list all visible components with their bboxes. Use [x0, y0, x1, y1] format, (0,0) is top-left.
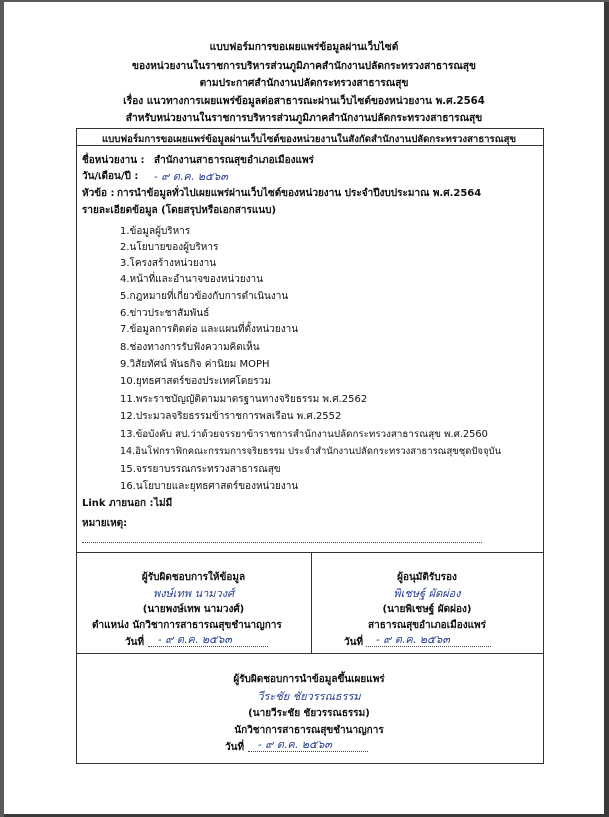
approver-signature: พิเชษฐ์ ผัดผ่อง — [393, 587, 461, 600]
form-title: แบบฟอร์มการขอเผยแพร่ข้อมูลผ่านเว็บไซต์ของหน่วยงานในสังกัดสำนักงานปลัดกระทรวงสาธารณสุข — [101, 134, 517, 145]
date-handwritten: - ๙ ต.ค. ๒๕๖๓ — [154, 170, 228, 183]
publisher-divider — [76, 653, 543, 654]
approver-date-label: วันที่ — [344, 637, 364, 648]
topic-label: หัวข้อ : — [82, 188, 115, 199]
date-label: วัน/เดือน/ปี : — [82, 171, 139, 182]
details-label: รายละเอียดข้อมูล (โดยสรุปหรือเอกสารแนบ) — [82, 205, 277, 216]
list-item: 9.วิสัยทัศน์ พันธกิจ ค่านิยม MOPH — [120, 359, 270, 370]
publisher-date-handwritten: - ๙ ต.ค. ๒๕๖๓ — [258, 738, 332, 751]
header-line-3: ตามประกาศสำนักงานปลัดกระทรวงสาธารณสุข — [199, 78, 409, 89]
header-line-1: แบบฟอร์มการขอเผยแพร่ข้อมูลผ่านเว็บไซต์ — [209, 42, 399, 53]
list-item: 7.ข้อมูลการติดต่อ และแผนที่ตั้งหน่วยงาน — [120, 324, 299, 335]
page-shadow-right — [604, 2, 609, 817]
list-item: 6.ข่าวประชาสัมพันธ์ — [120, 308, 210, 319]
agency-value: สำนักงานสาธารณสุขอำเภอเมืองแพร่ — [154, 155, 314, 166]
approver-date-handwritten: - ๙ ต.ค. ๒๕๖๓ — [376, 633, 450, 646]
list-item: 12.ประมวลจริยธรรมข้าราชการพลเรือน พ.ศ.2552 — [120, 411, 342, 422]
agency-label: ชื่อหน่วยงาน : — [82, 155, 145, 166]
header-line-5: สำหรับหน่วยงานในราชการบริหารส่วนภูมิภาคสำนักงานปลัดกระทรวงสาธารณสุข — [125, 113, 483, 124]
list-item: 15.จรรยาบรรณกระทรวงสาธารณสุข — [120, 464, 281, 475]
provider-name: (นายพงษ์เทพ นามวงศ์) — [142, 604, 245, 615]
publisher-signature: วีระชัย ชัยวรรณธรรม — [257, 690, 361, 703]
approver-name: (นายพิเชษฐ์ ผัดผ่อง) — [382, 604, 472, 615]
provider-signature: พงษ์เทพ นามวงศ์ — [152, 587, 235, 600]
publisher-position: นักวิชาการสาธารณสุขชำนาญการ — [234, 725, 384, 736]
list-item: 13.ข้อบังคับ สป.ว่าด้วยจรรยาข้าราชการสำนักงานปลัดกระทรวงสาธารณสุข พ.ศ.2560 — [120, 429, 488, 440]
link-label: Link ภายนอก : — [82, 498, 154, 509]
list-item: 8.ช่องทางการรับฟังความคิดเห็น — [120, 342, 260, 353]
header-line-2: ของหน่วยงานในราชการบริหารส่วนภูมิภาคสำนักงานปลัดกระทรวงสาธารณสุข — [132, 61, 476, 72]
list-item: 16.นโยบายและยุทธศาสตร์ของหน่วยงาน — [120, 481, 299, 492]
list-item: 4.หน้าที่และอำนาจของหน่วยงาน — [120, 274, 264, 285]
list-item: 1.ข้อมูลผู้บริหาร — [120, 226, 191, 237]
title-divider — [76, 145, 543, 146]
provider-position: ตำแหน่ง นักวิชาการสาธารณสุขชำนาญการ — [92, 620, 282, 631]
note-dotted-line — [82, 542, 482, 543]
document-page — [4, 2, 604, 814]
link-value: ไม่มี — [154, 498, 173, 509]
signature-divider — [76, 552, 543, 553]
list-item: 14.อินโฟกราฟิกคณะกรรมการจริยธรรม ประจำสำนักงานปลัดกระทรวงสาธารณสุขชุดปัจจุบัน — [120, 446, 502, 457]
approver-position: สาธารณสุขอำเภอเมืองแพร่ — [368, 620, 486, 631]
list-item: 2.นโยบายของผู้บริหาร — [120, 242, 219, 253]
publisher-date-label: วันที่ — [225, 742, 245, 753]
publisher-name: (นายวีระชัย ชัยวรรณธรรม) — [248, 708, 370, 719]
provider-date-handwritten: - ๙ ต.ค. ๒๕๖๓ — [158, 633, 232, 646]
list-item: 5.กฎหมายที่เกี่ยวข้องกับการดำเนินงาน — [120, 291, 289, 302]
list-item: 10.ยุทธศาสตร์ของประเทศโดยรวม — [120, 376, 271, 387]
approver-heading: ผู้อนุมัติรับรอง — [397, 572, 457, 583]
provider-date-label: วันที่ — [125, 637, 145, 648]
publisher-heading: ผู้รับผิดชอบการนำข้อมูลขึ้นเผยแพร่ — [233, 674, 385, 685]
list-item: 3.โครงสร้างหน่วยงาน — [120, 258, 217, 269]
note-label: หมายเหตุ: — [82, 518, 128, 529]
header-line-4: เรื่อง แนวทางการเผยแพร่ข้อมูลต่อสาธารณะผ่านเว็บไซต์ของหน่วยงาน พ.ศ.2564 — [123, 96, 485, 107]
topic-value: การนำข้อมูลทั่วไปเผยแพร่ผ่านเว็บไซต์ของหน่วยงาน ประจำปีงบประมาณ พ.ศ.2564 — [117, 188, 482, 199]
list-item: 11.พระราชบัญญัติตามมาตรฐานทางจริยธรรม พ.ศ.2562 — [120, 394, 368, 405]
provider-heading: ผู้รับผิดชอบการให้ข้อมูล — [141, 572, 246, 583]
